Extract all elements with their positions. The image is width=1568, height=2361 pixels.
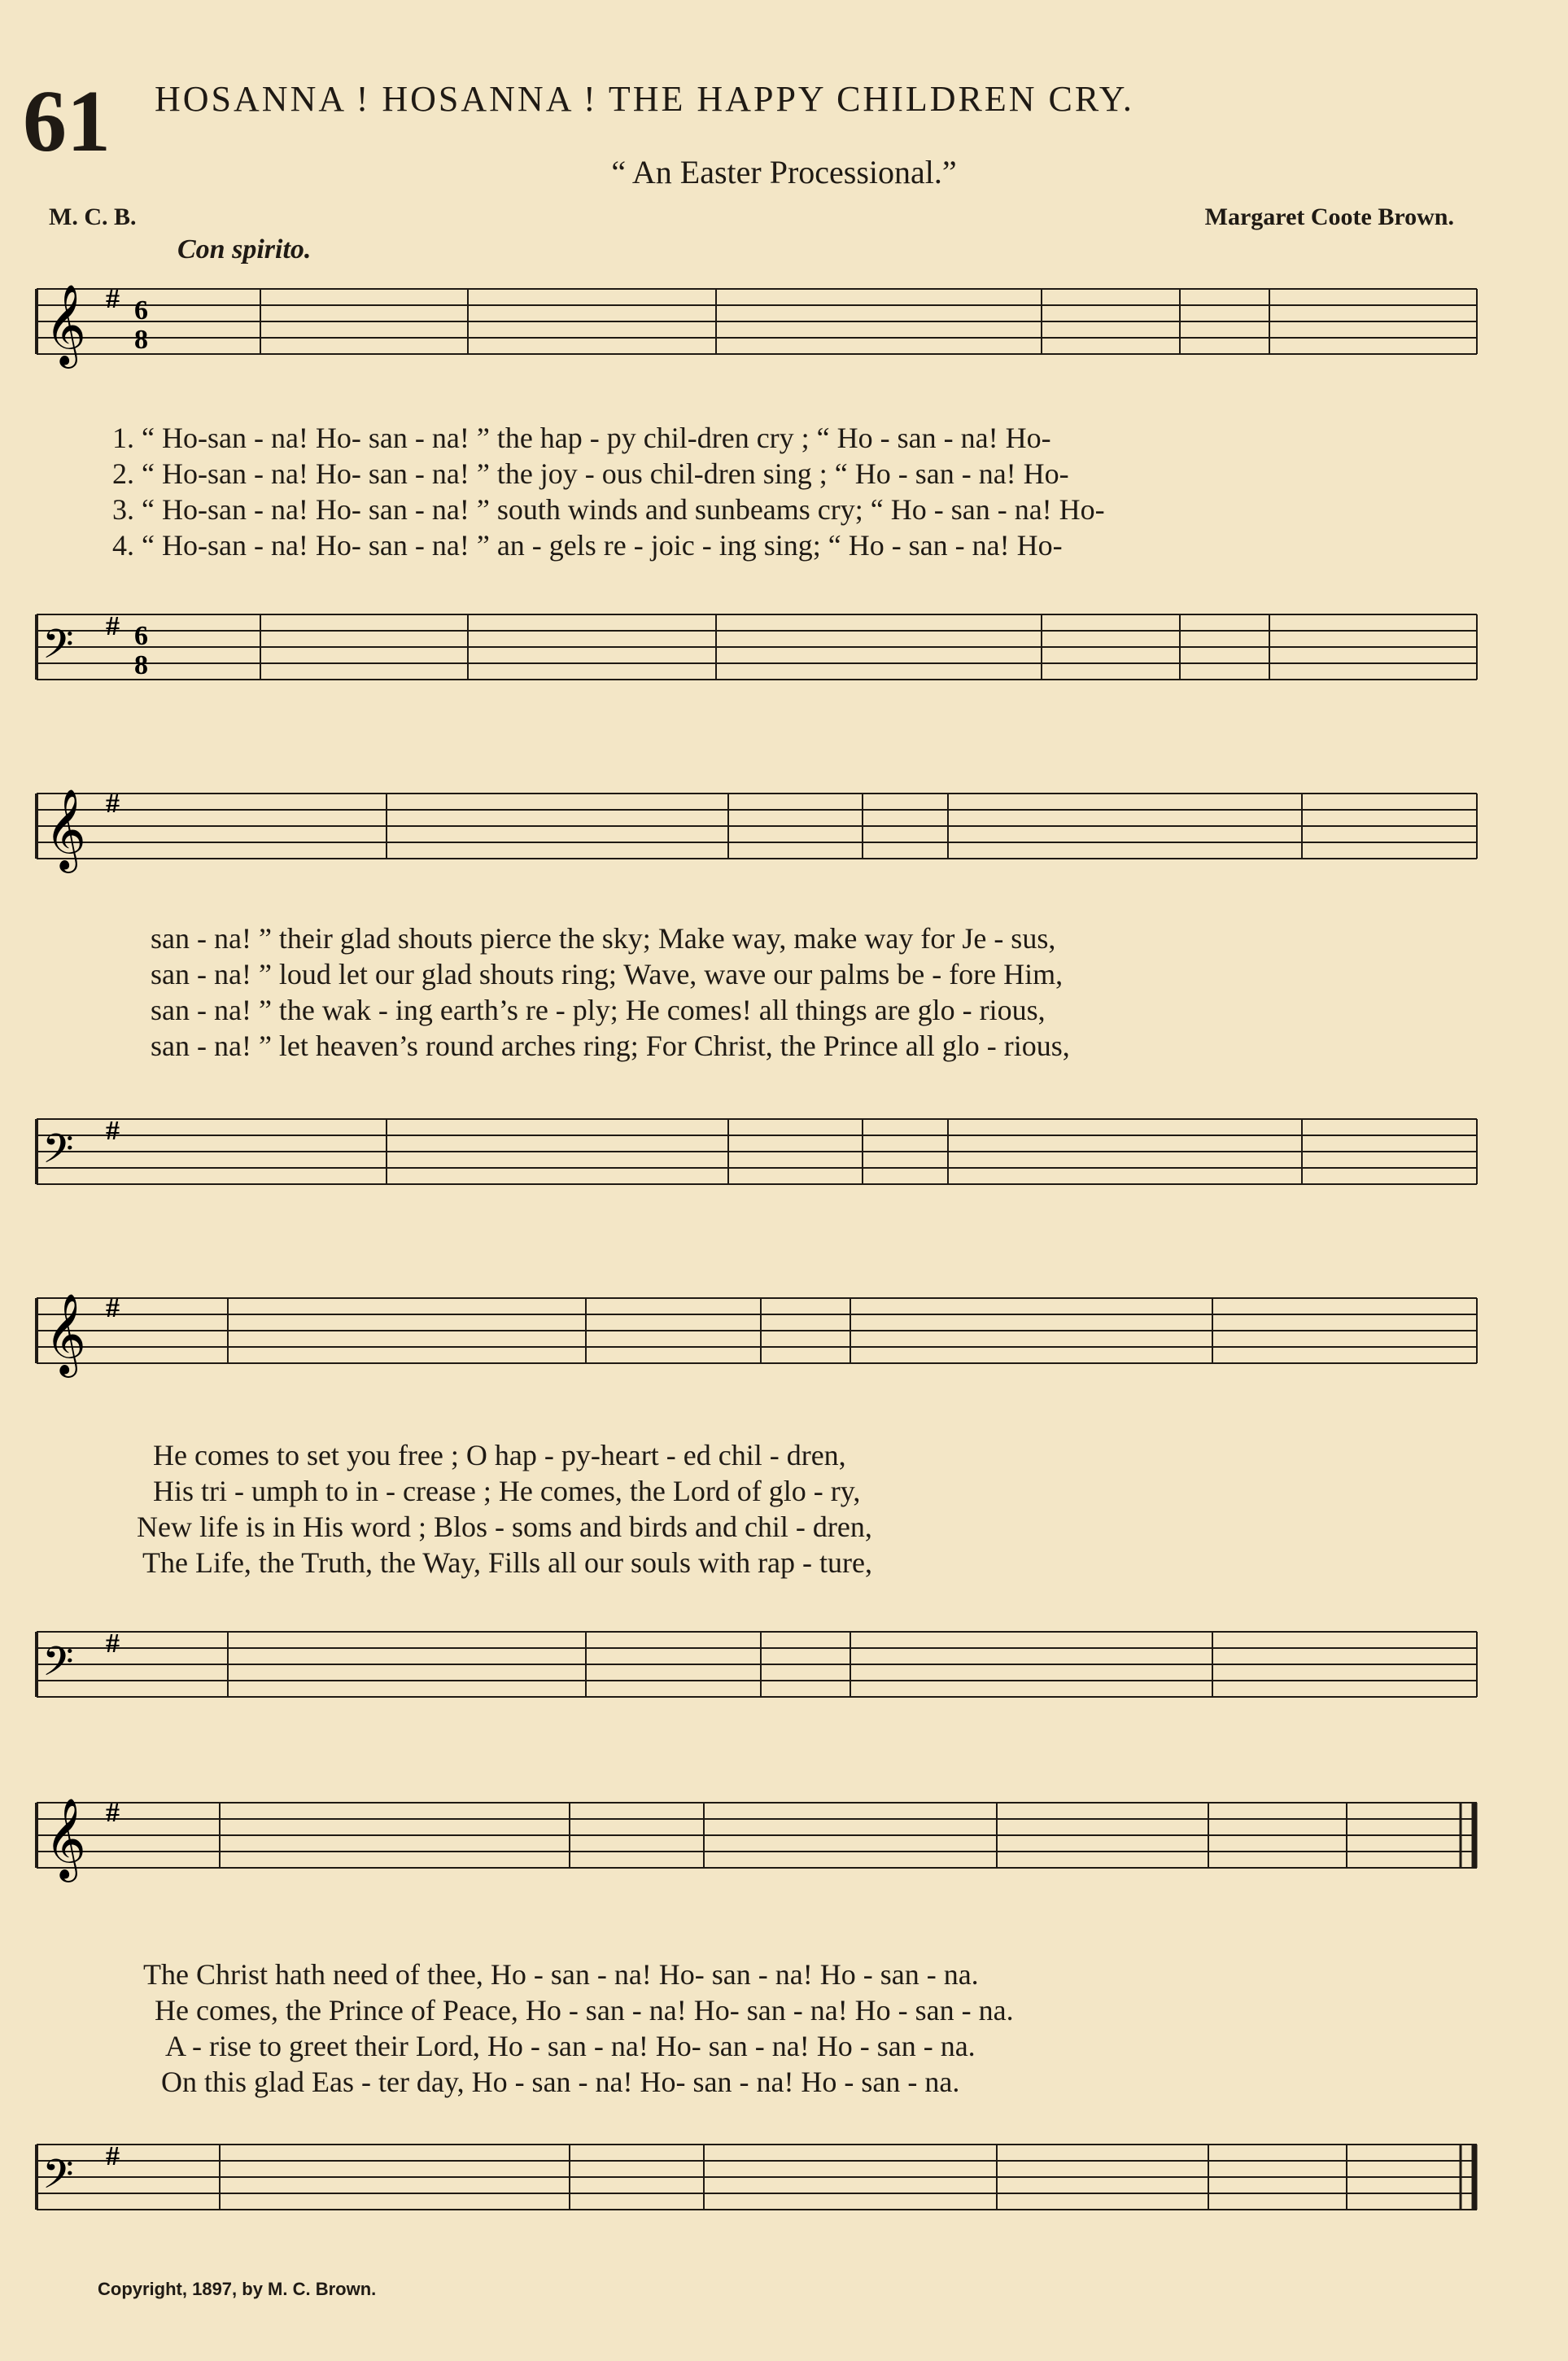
svg-text:8: 8 xyxy=(134,650,148,680)
lyric-line: 4. “ Ho-san - na! Ho- san - na! ” an - gels re - joic - ing sing; “ Ho - san - na! Ho- xyxy=(112,529,1063,562)
lyric-line: 3. “ Ho-san - na! Ho- san - na! ” south winds and sunbeams cry; “ Ho - san - na! Ho- xyxy=(112,493,1105,526)
treble-staff-system-2 xyxy=(0,765,1568,912)
svg-text:𝄢: 𝄢 xyxy=(42,2151,74,2208)
svg-text:#: # xyxy=(106,2141,120,2171)
svg-text:𝄞: 𝄞 xyxy=(45,284,86,365)
author-initials: M. C. B. xyxy=(49,203,137,230)
hymn-subtitle: “ An Easter Processional.” xyxy=(611,154,957,190)
svg-text:#: # xyxy=(106,1798,120,1828)
bass-staff-system-3 xyxy=(0,1587,1568,1750)
lyric-line: He comes, the Prince of Peace, Ho - san - na! Ho- san - na! Ho - san - na. xyxy=(155,1994,1014,2027)
lyric-line: On this glad Eas - ter day, Ho - san - na! Ho- san - na! Ho - san - na. xyxy=(161,2066,960,2098)
lyric-line: The Life, the Truth, the Way, Fills all our souls with rap - ture, xyxy=(142,1546,872,1579)
lyric-line: 2. “ Ho-san - na! Ho- san - na! ” the joy - ous chil-dren sing ; “ Ho - san - na! Ho- xyxy=(112,457,1069,490)
svg-text:#: # xyxy=(106,284,120,314)
hymn-title: HOSANNA ! HOSANNA ! THE HAPPY CHILDREN CRY. xyxy=(155,79,1134,119)
svg-text:𝄞: 𝄞 xyxy=(45,1798,86,1879)
treble-staff-system-4 xyxy=(0,1774,1568,1921)
svg-text:𝄞: 𝄞 xyxy=(45,1293,86,1375)
lyric-line: He comes to set you free ; O hap - py-heart - ed chil - dren, xyxy=(153,1439,846,1471)
treble-staff-system-3 xyxy=(0,1270,1568,1416)
svg-text:𝄞: 𝄞 xyxy=(45,789,86,870)
svg-text:#: # xyxy=(106,1116,120,1146)
tempo-marking: Con spirito. xyxy=(177,234,312,265)
hymn-number: 61 xyxy=(23,73,111,170)
lyric-line: New life is in His word ; Blos - soms and birds and chil - dren, xyxy=(137,1511,872,1543)
lyric-line: The Christ hath need of thee, Ho - san - na! Ho- san - na! Ho - san - na. xyxy=(143,1958,979,1991)
svg-text:#: # xyxy=(106,789,120,819)
bass-staff-system-1 xyxy=(0,570,1568,732)
svg-text:6: 6 xyxy=(134,295,148,326)
lyric-line: 1. “ Ho-san - na! Ho- san - na! ” the hap - py chil-dren cry ; “ Ho - san - na! Ho- xyxy=(112,422,1051,454)
copyright-notice: Copyright, 1897, by M. C. Brown. xyxy=(98,2279,377,2299)
lyric-line: san - na! ” the wak - ing earth’s re - ply; He comes! all things are glo - rious, xyxy=(151,994,1046,1026)
lyric-line: His tri - umph to in - crease ; He comes, the Lord of glo - ry, xyxy=(153,1475,861,1507)
svg-text:8: 8 xyxy=(134,325,148,355)
lyric-line: san - na! ” loud let our glad shouts ring; Wave, wave our palms be - fore Him, xyxy=(151,958,1064,990)
svg-text:6: 6 xyxy=(134,621,148,651)
bass-staff-system-4 xyxy=(0,2100,1568,2263)
svg-text:#: # xyxy=(106,1629,120,1659)
svg-text:𝄢: 𝄢 xyxy=(42,1638,74,1695)
svg-text:𝄢: 𝄢 xyxy=(42,1126,74,1183)
composer-name: Margaret Coote Brown. xyxy=(1204,203,1454,230)
bass-staff-system-2 xyxy=(0,1074,1568,1237)
lyric-line: A - rise to greet their Lord, Ho - san - na! Ho- san - na! Ho - san - na. xyxy=(165,2030,976,2062)
svg-text:𝄢: 𝄢 xyxy=(42,621,74,678)
svg-text:#: # xyxy=(106,1293,120,1323)
lyric-line: san - na! ” let heaven’s round arches ring; For Christ, the Prince all glo - rious, xyxy=(151,1030,1070,1062)
treble-staff-system-1 xyxy=(0,260,1568,407)
lyric-line: san - na! ” their glad shouts pierce the sky; Make way, make way for Je - sus, xyxy=(151,922,1056,955)
svg-text:#: # xyxy=(106,611,120,641)
